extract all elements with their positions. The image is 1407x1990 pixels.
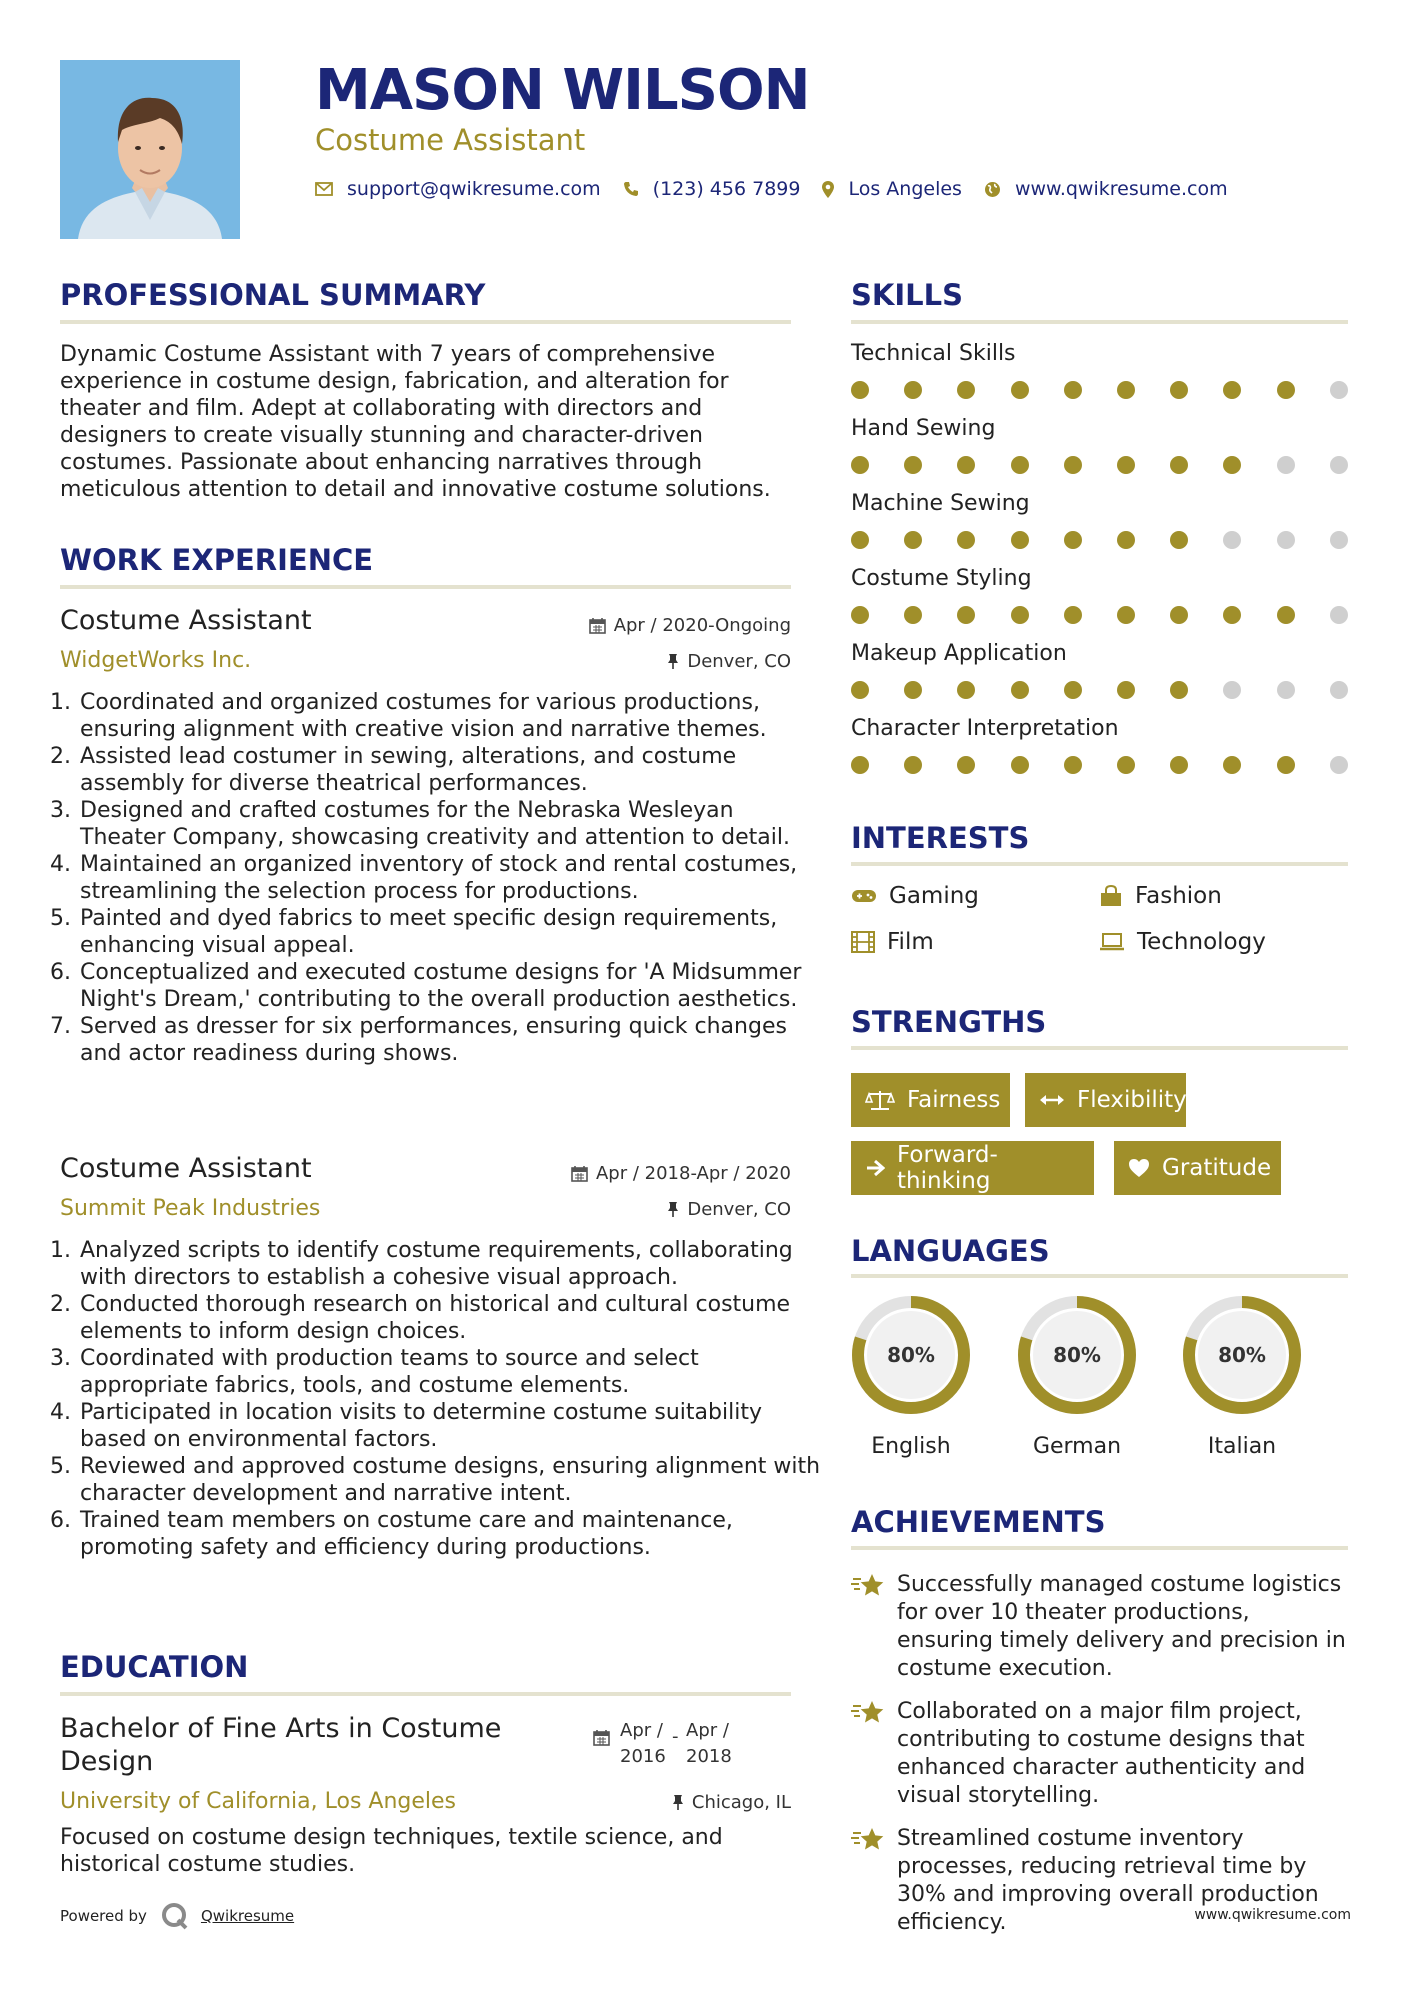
- job-location-text: Denver, CO: [687, 1199, 791, 1220]
- skill-rating: [851, 681, 1350, 699]
- rating-dot-empty: [1223, 681, 1241, 699]
- language-ring: [850, 1294, 972, 1416]
- language-item: [850, 1294, 972, 1459]
- rating-dot-filled: [851, 456, 869, 474]
- strength-label: Gratitude: [1162, 1155, 1272, 1181]
- company-name: Summit Peak Industries: [60, 1196, 321, 1221]
- skills-heading: SKILLS: [851, 278, 963, 312]
- interest-label: Gaming: [889, 883, 979, 909]
- school-name: University of California, Los Angeles: [60, 1789, 457, 1814]
- skill-label: Makeup Application: [851, 641, 1067, 666]
- skill-rating: [851, 606, 1350, 624]
- job-title: Costume Assistant: [60, 605, 312, 636]
- rating-dot-filled: [1170, 456, 1188, 474]
- rating-dot-filled: [1064, 681, 1082, 699]
- interest-label: Film: [887, 929, 934, 955]
- interests-divider: [851, 862, 1348, 866]
- rating-dot-empty: [1330, 531, 1348, 549]
- rating-dot-filled: [1011, 606, 1029, 624]
- rating-dot-empty: [1330, 756, 1348, 774]
- language-percent: 80%: [1218, 1343, 1266, 1367]
- edu-end-a: Apr /: [686, 1720, 729, 1741]
- rating-dot-filled: [851, 381, 869, 399]
- achievements-divider: [851, 1546, 1348, 1550]
- job-bullet-item: 5. Painted and dyed fabrics to meet specific design requirements, enhancing visual appeal.: [78, 905, 823, 959]
- qwikresume-link[interactable]: Qwikresume: [200, 1907, 295, 1925]
- job-dates: [589, 615, 791, 636]
- calendar-icon: [589, 617, 606, 634]
- gamepad-icon: [851, 888, 877, 904]
- achievement-item: [851, 1571, 1351, 1683]
- rating-dot-filled: [1277, 606, 1295, 624]
- qwikresume-logo-icon: [161, 1902, 189, 1930]
- job-bullets: [52, 1237, 823, 1561]
- rating-dot-empty: [1223, 531, 1241, 549]
- contact-bar: [315, 178, 1250, 200]
- skills-divider: [851, 320, 1348, 324]
- rating-dot-filled: [1117, 531, 1135, 549]
- contact-email[interactable]: [315, 178, 601, 200]
- rating-dot-empty: [1330, 456, 1348, 474]
- edu-end-b: 2018: [686, 1746, 732, 1767]
- achievement-text: Streamlined costume inventory processes, reducing retrieval time by 30% and improving overall production efficiency.: [897, 1826, 1319, 1935]
- website-text: www.qwikresume.com: [1014, 178, 1228, 200]
- strength-label: Fairness: [907, 1087, 1001, 1113]
- rating-dot-filled: [1011, 456, 1029, 474]
- rating-dot-filled: [1117, 756, 1135, 774]
- strength-badge: [851, 1073, 1010, 1127]
- email-text: support@qwikresume.com: [347, 178, 601, 200]
- company-name: WidgetWorks Inc.: [60, 648, 252, 673]
- job-bullet-item: 3. Designed and crafted costumes for the Nebraska Wesleyan Theater Company, showcasing creativity and attention to detail.: [78, 797, 823, 851]
- powered-by-label: Powered by: [60, 1907, 147, 1925]
- rating-dot-filled: [1117, 381, 1135, 399]
- profile-photo: [60, 60, 240, 239]
- arrow-right-icon: [865, 1159, 885, 1177]
- strength-badge: [1025, 1073, 1186, 1127]
- rating-dot-empty: [1277, 531, 1295, 549]
- rating-dot-filled: [851, 531, 869, 549]
- job-title: Costume Assistant: [60, 1153, 312, 1184]
- star-icon: [851, 1571, 897, 1683]
- rating-dot-filled: [1223, 381, 1241, 399]
- job-bullet-item: 6. Trained team members on costume care and maintenance, promoting safety and efficiency during productions.: [78, 1507, 823, 1561]
- language-label: English: [871, 1434, 951, 1459]
- rating-dot-filled: [1011, 381, 1029, 399]
- job-bullet-item: 2. Assisted lead costumer in sewing, alterations, and costume assembly for diverse theatrical performances.: [78, 743, 823, 797]
- interest-fashion: [1099, 883, 1222, 909]
- rating-dot-filled: [904, 381, 922, 399]
- rating-dot-filled: [904, 756, 922, 774]
- job-dates-text: Apr / 2018-Apr / 2020: [595, 1163, 791, 1184]
- interest-film: [851, 929, 934, 955]
- strength-badge: [851, 1141, 1094, 1195]
- edu-date-sep: -: [672, 1726, 679, 1747]
- film-icon: [851, 931, 875, 953]
- skill-rating: [851, 381, 1350, 399]
- rating-dot-empty: [1330, 381, 1348, 399]
- rating-dot-filled: [1170, 381, 1188, 399]
- interest-technology: [1099, 929, 1266, 955]
- rating-dot-filled: [851, 606, 869, 624]
- rating-dot-filled: [957, 456, 975, 474]
- envelope-icon: [315, 182, 333, 196]
- job-bullet-item: 1. Analyzed scripts to identify costume requirements, collaborating with directors to establish a cohesive visual approach.: [78, 1237, 823, 1291]
- job-bullet-item: 4. Maintained an organized inventory of stock and rental costumes, streamlining the selection process for productions.: [78, 851, 823, 905]
- rating-dot-filled: [1117, 456, 1135, 474]
- skill-label: Character Interpretation: [851, 716, 1119, 741]
- star-icon: [851, 1698, 897, 1810]
- achievement-item: [851, 1698, 1351, 1810]
- star-icon: [851, 1825, 897, 1937]
- rating-dot-filled: [957, 381, 975, 399]
- contact-website[interactable]: [984, 178, 1228, 200]
- rating-dot-filled: [1064, 606, 1082, 624]
- interest-label: Technology: [1137, 929, 1266, 955]
- job-location-text: Denver, CO: [687, 651, 791, 672]
- skill-label: Technical Skills: [851, 341, 1016, 366]
- rating-dot-filled: [1223, 756, 1241, 774]
- rating-dot-empty: [1330, 681, 1348, 699]
- rating-dot-filled: [957, 681, 975, 699]
- language-percent: 80%: [1053, 1343, 1101, 1367]
- education-heading: EDUCATION: [60, 1650, 249, 1684]
- phone-text: (123) 456 7899: [652, 178, 801, 200]
- education-dates: [593, 1718, 732, 1770]
- pushpin-icon: [667, 653, 679, 670]
- rating-dot-filled: [904, 606, 922, 624]
- pushpin-icon: [672, 1794, 684, 1811]
- calendar-icon: [571, 1165, 588, 1182]
- rating-dot-filled: [1011, 756, 1029, 774]
- language-item: [1016, 1294, 1138, 1459]
- rating-dot-filled: [957, 531, 975, 549]
- location-text: Los Angeles: [848, 178, 962, 200]
- rating-dot-filled: [1011, 531, 1029, 549]
- language-ring: [1181, 1294, 1303, 1416]
- edu-start-b: 2016: [620, 1746, 666, 1767]
- rating-dot-filled: [1011, 681, 1029, 699]
- shopping-bag-icon: [1099, 885, 1123, 907]
- rating-dot-filled: [1170, 756, 1188, 774]
- job-location: [667, 1199, 791, 1220]
- summary-divider: [60, 320, 791, 324]
- strength-label: Flexibility: [1077, 1087, 1187, 1113]
- skill-label: Costume Styling: [851, 566, 1032, 591]
- laptop-icon: [1099, 933, 1125, 951]
- interest-label: Fashion: [1135, 883, 1222, 909]
- rating-dot-filled: [957, 756, 975, 774]
- powered-by: [60, 1902, 294, 1930]
- interests-heading: INTERESTS: [851, 821, 1030, 855]
- footer-website[interactable]: www.qwikresume.com: [1194, 1907, 1351, 1923]
- job-location: [667, 651, 791, 672]
- phone-icon: [623, 181, 639, 197]
- education-description: Focused on costume design techniques, textile science, and historical costume studies.: [60, 1825, 723, 1877]
- degree-title: Bachelor of Fine Arts in Costume Design: [60, 1713, 502, 1777]
- language-label: German: [1032, 1434, 1122, 1459]
- strength-badge: [1114, 1141, 1281, 1195]
- skill-label: Machine Sewing: [851, 491, 1030, 516]
- job-dates: [571, 1163, 791, 1184]
- edu-start-a: Apr /: [620, 1720, 663, 1741]
- balance-scale-icon: [865, 1089, 895, 1111]
- rating-dot-filled: [1277, 381, 1295, 399]
- education-location-text: Chicago, IL: [691, 1792, 791, 1813]
- job-bullet-item: 3. Coordinated with production teams to source and select appropriate fabrics, tools, and costume elements.: [78, 1345, 823, 1399]
- achievement-text: Successfully managed costume logistics for over 10 theater productions, ensuring timely delivery and precision in costume execution.: [897, 1572, 1346, 1681]
- achievements-heading: ACHIEVEMENTS: [851, 1505, 1106, 1539]
- language-ring: [1016, 1294, 1138, 1416]
- pushpin-icon: [667, 1201, 679, 1218]
- rating-dot-filled: [1117, 606, 1135, 624]
- rating-dot-empty: [1330, 606, 1348, 624]
- rating-dot-empty: [1277, 456, 1295, 474]
- strength-label: Forward-thinking: [897, 1142, 998, 1194]
- interest-gaming: [851, 883, 979, 909]
- strengths-heading: STRENGTHS: [851, 1005, 1047, 1039]
- achievement-text: Collaborated on a major film project, contributing to costume designs that enhanced character authenticity and visual storytelling.: [897, 1699, 1306, 1808]
- candidate-name: MASON WILSON: [315, 58, 810, 123]
- rating-dot-filled: [1223, 456, 1241, 474]
- summary-heading: PROFESSIONAL SUMMARY: [60, 278, 486, 312]
- globe-icon: [984, 181, 1001, 198]
- rating-dot-filled: [1064, 456, 1082, 474]
- job-bullets: [52, 689, 823, 1067]
- job-bullet-item: 4. Participated in location visits to determine costume suitability based on environmental factors.: [78, 1399, 823, 1453]
- job-bullet-item: 5. Reviewed and approved costume designs, ensuring alignment with character development and narrative intent.: [78, 1453, 823, 1507]
- skill-rating: [851, 756, 1350, 774]
- languages-divider: [851, 1274, 1348, 1278]
- education-divider: [60, 1692, 791, 1696]
- candidate-title: Costume Assistant: [315, 123, 586, 157]
- contact-phone[interactable]: [623, 178, 801, 200]
- strengths-divider: [851, 1046, 1348, 1050]
- job-dates-text: Apr / 2020-Ongoing: [613, 615, 791, 636]
- language-label: Italian: [1207, 1434, 1277, 1459]
- languages-heading: LANGUAGES: [851, 1234, 1050, 1268]
- map-marker-icon: [822, 181, 834, 198]
- rating-dot-filled: [1223, 606, 1241, 624]
- language-percent: 80%: [887, 1343, 935, 1367]
- rating-dot-filled: [904, 531, 922, 549]
- rating-dot-empty: [1277, 681, 1295, 699]
- rating-dot-filled: [957, 606, 975, 624]
- rating-dot-filled: [904, 456, 922, 474]
- rating-dot-filled: [904, 681, 922, 699]
- experience-divider: [60, 585, 791, 589]
- rating-dot-filled: [1064, 381, 1082, 399]
- rating-dot-filled: [1064, 531, 1082, 549]
- rating-dot-filled: [1117, 681, 1135, 699]
- rating-dot-filled: [1170, 531, 1188, 549]
- rating-dot-filled: [1170, 681, 1188, 699]
- rating-dot-filled: [851, 681, 869, 699]
- summary-text: Dynamic Costume Assistant with 7 years of comprehensive experience in costume design, fabrication, and alteration for theater and film. Adept at collaborating with directors and designers to create visually stunning and character-driven costumes. Passionate about enhancing narratives through meticulous attention to detail and innovative costume solutions.: [60, 342, 771, 502]
- experience-heading: WORK EXPERIENCE: [60, 543, 374, 577]
- education-location: [672, 1792, 791, 1813]
- skill-rating: [851, 531, 1350, 549]
- job-bullet-item: 2. Conducted thorough research on historical and cultural costume elements to inform design choices.: [78, 1291, 823, 1345]
- language-item: [1181, 1294, 1303, 1459]
- job-bullet-item: 6. Conceptualized and executed costume designs for 'A Midsummer Night's Dream,' contributing to the overall production aesthetics.: [78, 959, 823, 1013]
- rating-dot-filled: [851, 756, 869, 774]
- job-bullet-item: 7. Served as dresser for six performances, ensuring quick changes and actor readiness during shows.: [78, 1013, 823, 1067]
- rating-dot-filled: [1170, 606, 1188, 624]
- heart-icon: [1128, 1158, 1150, 1178]
- skill-label: Hand Sewing: [851, 416, 996, 441]
- job-bullet-item: 1. Coordinated and organized costumes for various productions, ensuring alignment with creative vision and narrative themes.: [78, 689, 823, 743]
- rating-dot-filled: [1064, 756, 1082, 774]
- arrows-horizontal-icon: [1039, 1093, 1065, 1107]
- calendar-icon: [593, 1729, 610, 1770]
- contact-location: [822, 178, 961, 200]
- rating-dot-filled: [1277, 756, 1295, 774]
- skill-rating: [851, 456, 1350, 474]
